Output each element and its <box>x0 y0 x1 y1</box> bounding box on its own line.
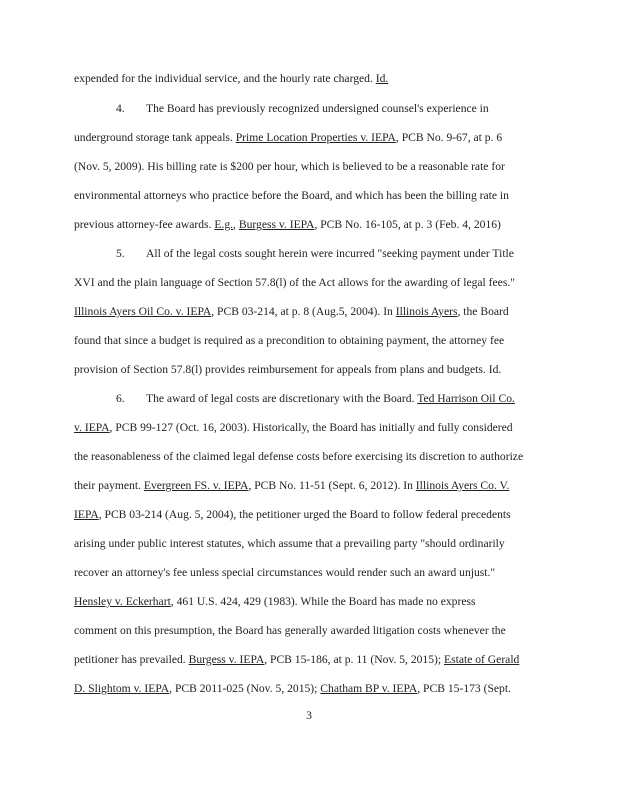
case-citation: v. IEPA <box>74 421 110 434</box>
case-citation: Prime Location Properties v. IEPA <box>235 131 396 144</box>
text-line: IEPA, PCB 03-214 (Aug. 5, 2004), the petitioner urged the Board to follow federal precedents <box>74 508 511 521</box>
text-line: the reasonableness of the claimed legal defense costs before exercising its discretion to authorize <box>74 450 524 463</box>
text-line: their payment. Evergreen FS. v. IEPA, PCB No. 11-51 (Sept. 6, 2012). In Illinois Ayers Co. V. <box>74 479 510 492</box>
text-line: comment on this presumption, the Board has generally awarded litigation costs whenever the <box>74 624 506 637</box>
text-line: underground storage tank appeals. Prime Location Properties v. IEPA, PCB No. 9-67, at p. 6 <box>74 131 503 144</box>
text-line: v. IEPA, PCB 99-127 (Oct. 16, 2003). Historically, the Board has initially and fully considered <box>74 421 513 434</box>
text-line: petitioner has prevailed. Burgess v. IEPA, PCB 15-186, at p. 11 (Nov. 5, 2015); Estate of Gerald <box>74 653 520 666</box>
paragraph-number: 6. <box>116 392 125 405</box>
text-line: (Nov. 5, 2009). His billing rate is $200 per hour, which is believed to be a reasonable rate for <box>74 160 505 173</box>
paragraph-4-line: 4. The Board has previously recognized undersigned counsel's experience in <box>116 102 489 115</box>
case-citation: Hensley v. Eckerhart <box>74 595 171 608</box>
case-citation: Illinois Ayers Oil Co. v. IEPA <box>74 305 212 318</box>
case-citation: IEPA <box>74 508 99 521</box>
text-line: provision of Section 57.8(l) provides reimbursement for appeals from plans and budgets. Id. <box>74 363 502 376</box>
case-citation: D. Slightom v. IEPA <box>74 682 170 695</box>
paragraph-6-line: 6. The award of legal costs are discretionary with the Board. Ted Harrison Oil Co. <box>116 392 515 405</box>
case-citation: Estate of Gerald <box>444 653 520 666</box>
case-citation: Ted Harrison Oil Co. <box>417 392 515 405</box>
paragraph-5-line: 5. All of the legal costs sought herein were incurred "seeking payment under Title <box>116 247 514 260</box>
text-line: previous attorney-fee awards. E.g., Burgess v. IEPA, PCB No. 16-105, at p. 3 (Feb. 4, 2016) <box>74 218 501 231</box>
case-citation: Burgess v. IEPA <box>238 218 315 231</box>
text-line: expended for the individual service, and the hourly rate charged. Id. <box>74 72 389 85</box>
case-citation: Burgess v. IEPA <box>188 653 265 666</box>
text-line: arising under public interest statutes, which assume that a prevailing party "should ordinarily <box>74 537 505 550</box>
signal-citation: E.g. <box>214 218 234 231</box>
text-line: XVI and the plain language of Section 57.8(l) of the Act allows for the awarding of legal fees." <box>74 276 515 289</box>
paragraph-number: 4. <box>116 102 125 115</box>
text-line: environmental attorneys who practice before the Board, and which has been the billing rate in <box>74 189 509 202</box>
case-citation: Id. <box>375 72 389 85</box>
case-citation: Evergreen FS. v. IEPA <box>143 479 249 492</box>
text-line: recover an attorney's fee unless special circumstances would render such an award unjust." <box>74 566 496 579</box>
text-line: D. Slightom v. IEPA, PCB 2011-025 (Nov. 5, 2015); Chatham BP v. IEPA, PCB 15-173 (Sept. <box>74 682 511 695</box>
case-citation: Illinois Ayers Co. V. <box>415 479 510 492</box>
case-citation: Chatham BP v. IEPA <box>320 682 418 695</box>
page-number: 3 <box>306 709 312 722</box>
text-line: Hensley v. Eckerhart, 461 U.S. 424, 429 (1983). While the Board has made no express <box>74 595 476 608</box>
text-line: found that since a budget is required as a precondition to obtaining payment, the attorney fee <box>74 334 505 347</box>
case-citation: Illinois Ayers <box>395 305 458 318</box>
text-line: Illinois Ayers Oil Co. v. IEPA, PCB 03-214, at p. 8 (Aug.5, 2004). In Illinois Ayers, the Board <box>74 305 509 318</box>
paragraph-number: 5. <box>116 247 125 260</box>
